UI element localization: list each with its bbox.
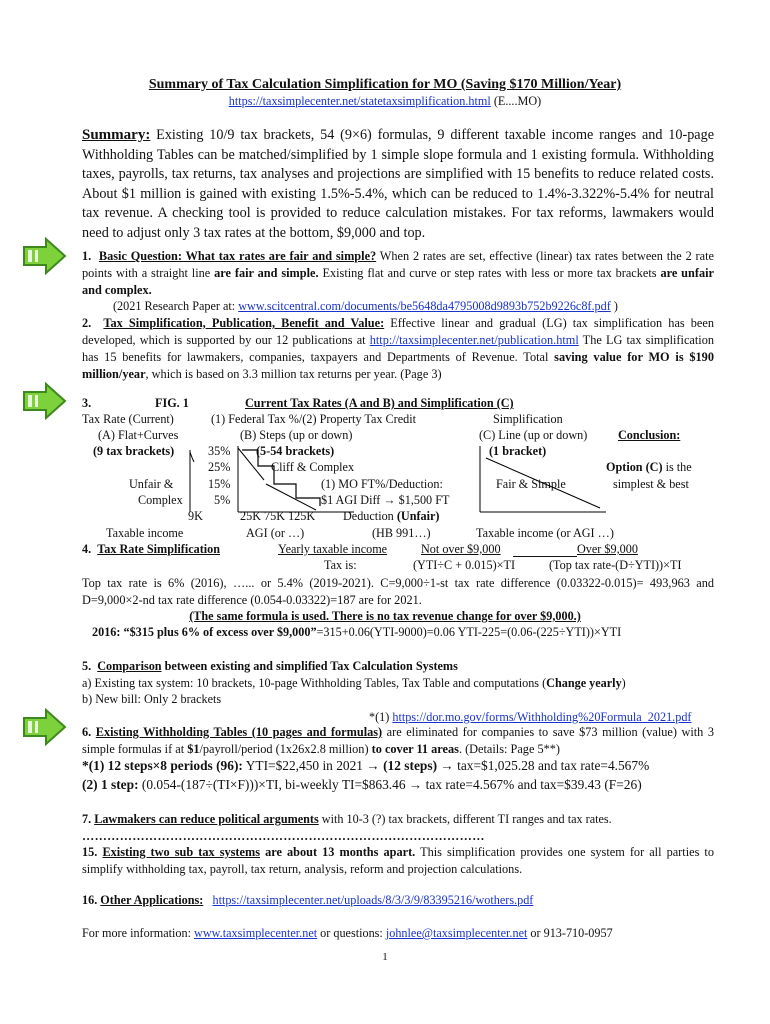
right-arrow-icon [22,707,68,747]
research-paper-link[interactable]: www.scitcentral.com/documents/be5648da4795008d9893b752b9226c8f.pdf [238,299,611,313]
publication-link[interactable]: http://taxsimplecenter.net/publication.html [369,333,579,347]
section-7: 7. Lawmakers can reduce political arguments with 10-3 (?) tax brackets, different TI ranges and tax rates. [82,812,612,826]
subtitle-link[interactable]: https://taxsimplecenter.net/statetaxsimplification.html [228,94,491,108]
section-15-heading: Existing two sub tax systems [102,845,261,859]
fig-pct-5: 5% [214,493,231,507]
section-1-heading: Basic Question: What tax rates are fair and simple? [98,249,377,263]
s5-item-a: a) Existing tax system: 10 brackets, 10-page Withholding Tables, Tax Table and computations (Change yearly) [82,676,626,690]
s4-explanation: Top tax rate is 6% (2016), …... or 5.4% (2019-2021). C=9,000÷1-st tax rate difference (0.03322-0.015)= 493,963 and D=9,000×2-nd tax rate difference (0.054-0.03322)=187 are for 2021. [82,576,714,607]
fig-pct-15: 15% [208,477,231,491]
conclusion-line-1: Option (C) is the [606,460,692,474]
section-6: 6. Existing Withholding Tables (10 pages and formulas) are eliminated for companies to save $73 million (value) with 3 simple formulas if at $1/payroll/period (1x26x2.8 million) to cover 11 areas. (Details: Page 5**) [82,725,715,756]
fig-b-cliff: Cliff & Complex [271,460,355,474]
section-6-heading: Existing Withholding Tables (10 pages and formulas) [95,725,383,739]
s4-col-yearly: Yearly taxable income [278,542,388,556]
fig-col-b-head: (1) Federal Tax %/(2) Property Tax Credit [211,412,416,426]
section-5: 5. Comparison between existing and simplified Tax Calculation Systems [82,659,458,673]
conclusion-line-2: simplest & best [613,477,689,491]
fig-b-brackets: (5-54 brackets) [256,444,335,458]
fig-a-curve-graph [150,444,210,514]
s4-col-over: Over $9,000 [577,542,638,556]
s4-col-rule [513,556,577,557]
s5-item-b: b) New bill: Only 2 brackets [82,692,222,706]
fig-b-deduction: Deduction (Unfair) [343,509,440,523]
fig-a-xlabel: Taxable income [106,526,184,540]
s4-formula-2: (Top tax rate-(D÷YTI))×TI [549,558,682,572]
section-1: 1. Basic Question: What tax rates are fair and simple? When 2 rates are set, effective (linear) tax rates between the 2 rate points with a straight line are fair and simple. Existing flat and curve or step rates with less or more tax brackets are unfair and complex. [82,249,714,297]
fig-b-mo-ft: (1) MO FT%/Deduction: [321,477,443,491]
s4-formula-1: (YTI÷C + 0.015)×TI [413,558,516,572]
section-16-heading: Other Applications: [100,893,204,907]
section-15: 15. Existing two sub tax systems are about 13 months apart. This simplification provides one system for all parties to simplify withholding tax, payroll, tax return, analysis, reform and projection calculations. [82,845,714,876]
fig-c-brackets: (1 bracket) [489,444,547,458]
section-2: 2. Tax Simplification, Publication, Benefit and Value: Effective linear and gradual (LG) tax simplification has been developed, which is supported by our 12 publications at http://taxsimplecenter.net/publication.html The LG tax simplification has 15 benefits for lawmakers, companies, taxpayers and Departments of Revenue. Total saving value for MO is $190 million/year, which is based on 3.3 million tax returns per year. (Page 3) [82,316,714,381]
fig-c-xlabel: Taxable income (or AGI …) [476,526,614,540]
s6-line-2: (2) 1 step: (0.054-(187÷(TI×F)))×TI, bi-weekly TI=$863.46 → tax rate=4.567% and tax=$39.43 (F=26) [82,777,642,792]
fig-heading: Current Tax Rates (A and B) and Simplification (C) [245,396,514,410]
fig-b-ticks: 25K 75K 125K [240,509,316,523]
s4-center-note: (The same formula is used. There is no tax revenue change for over $9,000.) [189,609,581,623]
website-link[interactable]: www.taxsimplecenter.net [194,926,318,940]
right-arrow-icon [22,236,68,276]
fig-a-complex: Complex [138,493,183,507]
fig-b-agi-diff: $1 AGI Diff → $1,500 FT [321,493,450,507]
s4-col-not-over: Not over $9,000 [421,542,501,556]
other-applications-link[interactable]: https://taxsimplecenter.net/uploads/8/3/3/9/83395216/wothers.pdf [212,893,534,907]
fig-c-line-graph [478,444,608,514]
section-4-header: 4. Tax Rate Simplification [82,542,221,556]
section-5-heading: Comparison [97,659,162,673]
fig-a-brackets: (9 tax brackets) [93,444,175,458]
section-divider-dots: …………………………………………………………………………………… [82,829,485,843]
research-paper-ref: (2021 Research Paper at: www.scitcentral.com/documents/be5648da4795008d9893b752b9226c8f.pdf ) [113,299,618,313]
fig-c-title: (C) Line (up or down) [479,428,588,442]
fig-a-title: (A) Flat+Curves [98,428,179,442]
fig-a-unfair: Unfair & [129,477,174,491]
section-2-heading: Tax Simplification, Publication, Benefit and Value: [103,316,385,330]
fig-pct-35: 35% [208,444,231,458]
fig-b-xlabel: AGI (or …) [246,526,305,540]
summary-label: Summary: [82,127,151,143]
email-link[interactable]: johnlee@taxsimplecenter.net [385,926,528,940]
subtitle: https://taxsimplecenter.net/statetaxsimplification.html (E....MO) [228,94,542,108]
page-title: Summary of Tax Calculation Simplification for MO (Saving $170 Million/Year) [148,77,622,92]
fig-pct-25: 25% [208,460,231,474]
s6-ref: *(1) https://dor.mo.gov/forms/Withholding%20Formula_2021.pdf [369,710,692,724]
fig-col-a-head: Tax Rate (Current) [82,412,174,426]
s4-2016: 2016: “$315 plus 6% of excess over $9,000”=315+0.06(YTI-9000)=0.06 YTI-225=(0.06-(225÷YTI))×YTI [92,625,622,639]
fig-label: FIG. 1 [155,396,189,410]
section-7-heading: Lawmakers can reduce political arguments [94,812,319,826]
fig-number: 3. [82,396,92,410]
section-4-heading: Tax Rate Simplification [97,542,221,556]
right-arrow-icon [22,381,68,421]
fig-c-fair: Fair & Simple [496,477,566,491]
page-number: 1 [382,951,388,963]
fig-b-title: (B) Steps (up or down) [240,428,353,442]
section-16: 16. Other Applications: https://taxsimplecenter.net/uploads/8/3/3/9/83395216/wothers.pdf [82,893,534,907]
fig-b-hb: (HB 991…) [372,526,431,540]
footer-contact: For more information: www.taxsimplecenter.net or questions: johnlee@taxsimplecenter.net or 913-710-0957 [82,926,613,940]
s4-tax-is: Tax is: [324,558,357,572]
conclusion-heading: Conclusion: [618,428,681,442]
summary-paragraph: Summary: Existing 10/9 tax brackets, 54 (9×6) formulas, 9 different taxable income ranges and 10-page Withholding Tables can be matched/simplified by 1 simple slope formula and 1 existing formula. Withholding taxes, payrolls, tax returns, tax analyses and projections are simplified with 15 benefits to reduce related costs. About $1 million is gained with existing 1.5%-5.4%, which can be reduced to 1.4%-3.322%-5.4% for neutral tax revenue. A checking tool is provided to reduce calculation mistakes. For tax reforms, lawmakers would need to adjust only 3 tax rates at the bottom, $9,000 and top. [82,127,714,241]
fig-b-step-graph [236,444,356,514]
s6-line-1: *(1) 12 steps×8 periods (96): YTI=$22,450 in 2021 → (12 steps) → tax=$1,025.28 and tax rate=4.567% [82,758,650,773]
fig-a-9k: 9K [188,509,203,523]
withholding-formula-link[interactable]: https://dor.mo.gov/forms/Withholding%20Formula_2021.pdf [392,710,692,724]
fig-col-c-head: Simplification [493,412,563,426]
